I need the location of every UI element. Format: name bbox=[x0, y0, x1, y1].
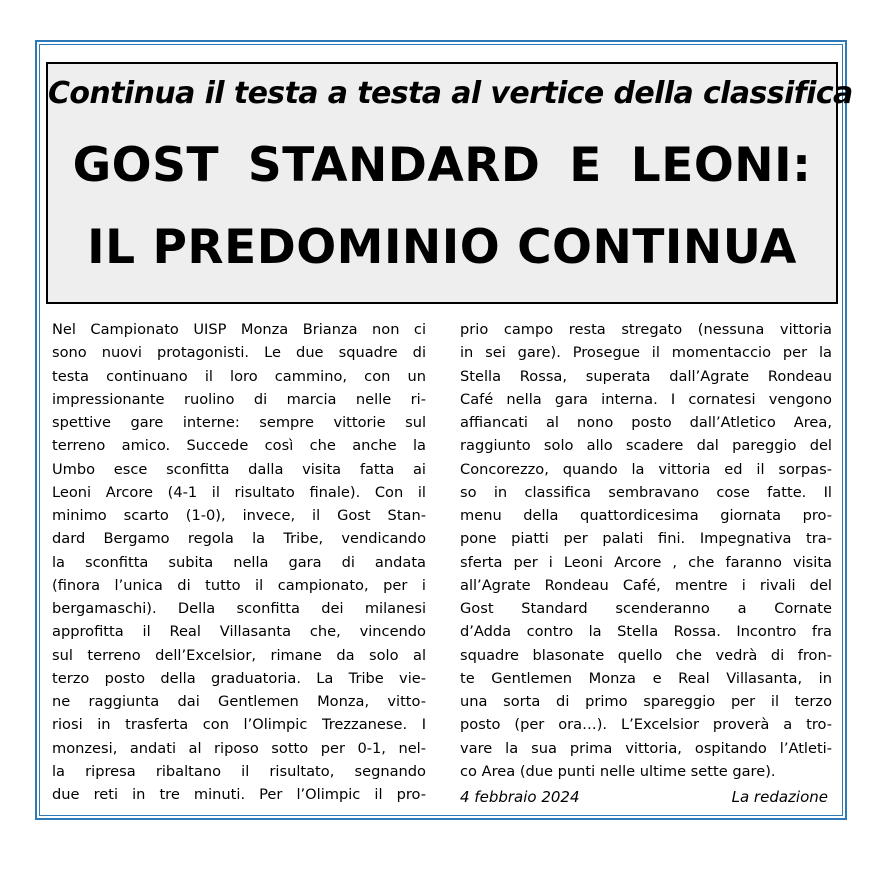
article-line: Stella Rossa, superata dall’Agrate Rondeau bbox=[460, 367, 832, 385]
article-line: squadre blasonate quello che vedrà di fron- bbox=[460, 646, 832, 664]
article-line: Gost Standard scenderanno a Cornate bbox=[460, 600, 832, 617]
headline-kicker: Continua il testa a testa al vertice della classifica bbox=[48, 76, 853, 111]
article-line: impressionante ruolino di marcia nelle ri- bbox=[52, 390, 426, 408]
article-line: dard Bergamo regola la Tribe, vendicando bbox=[52, 530, 426, 548]
article-line: due reti in tre minuti. Per l’Olimpic il pro- bbox=[52, 786, 426, 803]
article-line: te Gentlemen Monza e Real Villasanta, in bbox=[460, 669, 832, 687]
headline-box bbox=[46, 62, 853, 304]
article-line: d’Adda contro la Stella Rossa. Incontro fra bbox=[460, 623, 832, 641]
article-line: terzo posto della graduatoria. La Tribe vie- bbox=[52, 669, 426, 687]
article-line: la ripresa ribaltano il risultato, segnando bbox=[52, 762, 426, 780]
article-line: pone piatti per palati fini. Impegnativa tra- bbox=[460, 530, 832, 548]
article-line: una sorta di primo spareggio per il terzo bbox=[460, 693, 832, 710]
article-line: minimo scarto (1-0), invece, il Gost Stan- bbox=[52, 507, 426, 524]
article-date: 4 febbraio 2024 bbox=[460, 788, 580, 806]
article-line: ne raggiunta dai Gentlemen Monza, vitto- bbox=[52, 693, 426, 710]
article-line: raggiunto solo allo scadere dal pareggio del bbox=[460, 437, 832, 455]
article-line: posto (per ora…). L’Excelsior proverà a tro- bbox=[460, 716, 832, 734]
article-line: (finora l’unica di tutto il campionato, per i bbox=[52, 576, 426, 594]
article-line: vare la sua prima vittoria, ospitando l’Atleti- bbox=[460, 739, 832, 757]
article-column-right bbox=[460, 318, 832, 783]
article-signature: La redazione bbox=[731, 788, 828, 806]
article-line: bergamaschi). Della sconfitta dei milanesi bbox=[52, 600, 426, 617]
article-column-left bbox=[52, 318, 426, 806]
article-line: Nel Campionato UISP Monza Brianza non ci bbox=[52, 321, 426, 338]
article-line: sul terreno dell’Excelsior, rimane da solo al bbox=[52, 646, 426, 664]
headline-title-line-2: IL PREDOMINIO CONTINUA bbox=[87, 220, 797, 275]
article-line: affiancati al nono posto dall’Atletico Area, bbox=[460, 414, 832, 431]
article-footer bbox=[460, 788, 828, 812]
article-line: co Area (due punti nelle ultime sette gare). bbox=[460, 762, 776, 780]
article-line: in sei gare). Prosegue il momentaccio per la bbox=[460, 344, 832, 362]
article-line: spettive gare interne: sempre vittorie sul bbox=[52, 414, 426, 431]
article-line: testa continuano il loro cammino, con un bbox=[52, 367, 426, 385]
article-line: sferta per i Leoni Arcore , che faranno visita bbox=[460, 553, 832, 571]
article-line: la sconfitta subita nella gara di andata bbox=[52, 553, 426, 571]
article-line: terreno amico. Succede così che anche la bbox=[52, 437, 426, 455]
article-line: Café nella gara interna. I cornatesi vengono bbox=[460, 390, 832, 408]
article-line: Concorezzo, quando la vittoria ed il sorpas- bbox=[460, 460, 832, 478]
article-line: riosi in trasferta con l’Olimpic Trezzanese. I bbox=[52, 716, 426, 734]
article-line: menu della quattordicesima giornata pro- bbox=[460, 507, 832, 524]
article-line: prio campo resta stregato (nessuna vittoria bbox=[460, 321, 832, 338]
article-line: Leoni Arcore (4-1 il risultato finale). Con il bbox=[52, 483, 426, 501]
article-line: approfitta il Real Villasanta che, vincendo bbox=[52, 623, 426, 641]
article-line: so in classifica sembravano cose fatte. Il bbox=[460, 483, 832, 501]
article-line: monzesi, andati al riposo sotto per 0-1, nel- bbox=[52, 739, 426, 757]
article-line: all’Agrate Rondeau Café, mentre i rivali del bbox=[460, 576, 832, 594]
article-line: sono nuovi protagonisti. Le due squadre di bbox=[52, 344, 426, 362]
article-line: Umbo esce sconfitta dalla visita fatta ai bbox=[52, 460, 426, 478]
headline-title-line-1: GOST STANDARD E LEONI: bbox=[72, 138, 812, 193]
